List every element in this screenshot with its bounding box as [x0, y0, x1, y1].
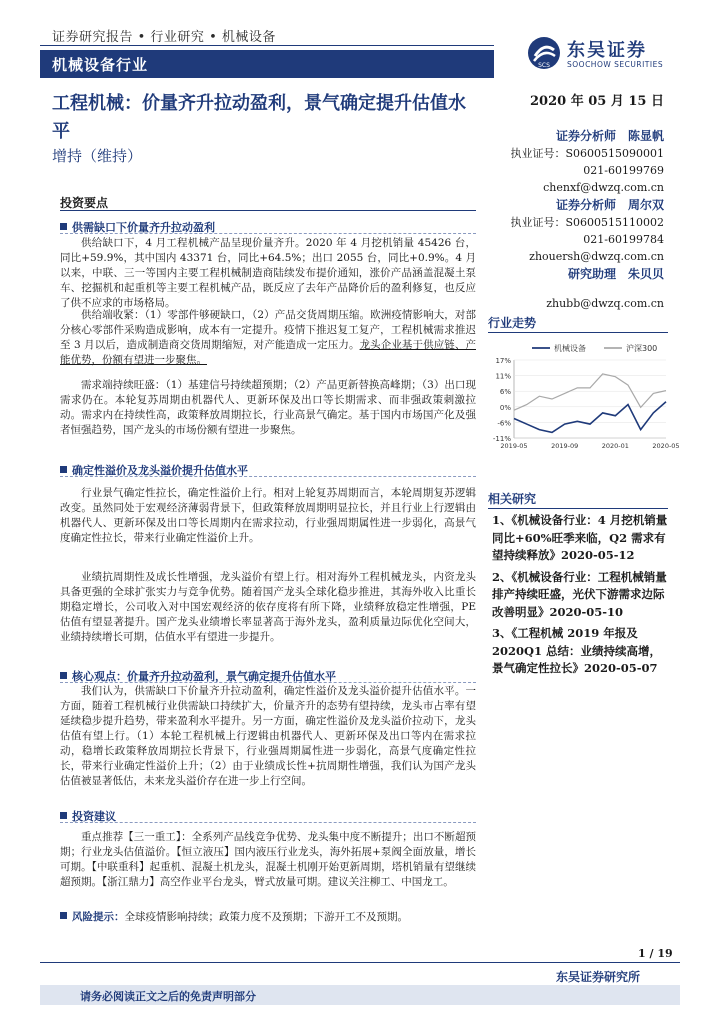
report-date: 2020 年 05 月 15 日: [530, 94, 664, 109]
square-bullet-icon: [60, 912, 67, 919]
series-line: [514, 374, 666, 410]
legend-label: 沪深300: [626, 344, 658, 353]
square-bullet-icon: [60, 466, 67, 473]
legend-label: 机械设备: [554, 344, 586, 353]
x-tick-label: 2019-05: [500, 442, 528, 450]
logo-name-cn: 东吴证券: [567, 40, 647, 61]
risk-heading: 风险提示：: [72, 911, 125, 923]
analyst-role: 研究助理 朱贝贝: [567, 267, 664, 281]
y-tick-label: 6%: [499, 388, 511, 397]
breadcrumb: 证券研究报告 • 行业研究 • 机械设备: [52, 30, 276, 45]
rating: 增持（维持）: [52, 147, 143, 165]
key-points-title: 投资要点: [60, 196, 109, 210]
related-item[interactable]: 2、《机械设备行业：工程机械销量排产持续旺盛，光伏下游需求边际改善明显》2020-05-10: [492, 569, 667, 619]
related-list: [492, 512, 670, 682]
divider: [60, 210, 476, 211]
paragraph: 需求端持续旺盛：（1）基建信号持续超预期；（2）产品更新替换高峰期；（3）出口现需求仍在。本轮复苏周期由机器代人、更新环保及出口等长期需求、而非强政策刺激拉动。需求内在持续性高，政策释放周期拉长，行业高景气确定。基于国内市场国产化及强者恒强趋势，国产龙头的市场份额有望进一步聚焦。: [60, 379, 476, 436]
related-item[interactable]: 3、《工程机械 2019 年报及 2020Q1 总结：业绩持续高增，景气确定性拉长》2020-05-07: [492, 626, 662, 675]
section-heading-text: 确定性溢价及龙头溢价提升估值水平: [72, 464, 248, 477]
analyst-phone: 021-60199784: [583, 233, 664, 246]
header-bar: [40, 24, 494, 46]
analyst-1: [488, 127, 664, 196]
section-heading-text: 供需缺口下价量齐升拉动盈利: [72, 221, 215, 234]
sidebar: [488, 90, 664, 312]
y-tick-label: 0%: [499, 403, 511, 412]
page-number: 1 / 19: [638, 947, 673, 960]
report-headline: 工程机械：价量齐升拉动盈利，景气确定提升估值水平: [52, 93, 466, 142]
divider: [60, 682, 476, 683]
y-tick-label: 11%: [495, 372, 511, 381]
paragraph: 供给缺口下，4 月工程机械产品呈现价量齐升。2020 年 4 月挖机销量 45426 台，同比+59.9%，其中国内 43371 台，同比+64.5%；出口 2055 台，同比+0.9%。4 月以来，中联、三一等国内主要工程机械制造商陆续发布提价通知，涨价产品涵盖混凝土泵车、挖掘机和起重机等主要工程机械产品，既反应了去年产品降价后的盈利修复，也反应了供不应求的市场格局。: [60, 237, 476, 309]
analyst-email[interactable]: zhubb@dwzq.com.cn: [546, 297, 664, 310]
paragraph: 重点推荐【三一重工】：全系列产品线竞争优势、龙头集中度不断提升；出口不断超预期；行业龙头估值溢价。【恒立液压】国内液压行业龙头，海外拓展+泵阀全面放量，增长可期。【中联重科】起重机、混凝土机龙头，混凝土机刚开始更新周期，塔机销量有望继续超预期。【浙江鼎力】高空作业平台龙头，臂式放量可期。建议关注柳工、中国龙工。: [60, 831, 476, 888]
divider: [60, 822, 476, 823]
y-tick-label: -11%: [492, 435, 511, 443]
related-item[interactable]: 1、《机械设备行业：4 月挖机销量同比+60%旺季来临，Q2 需求有望持续释放》2020-05-12: [492, 513, 668, 562]
square-bullet-icon: [60, 223, 67, 230]
disclaimer-band: [40, 985, 680, 1005]
series-line: [514, 402, 666, 433]
sector-title: 机械设备行业: [52, 56, 149, 74]
divider: [60, 233, 476, 234]
y-tick-label: -6%: [497, 419, 511, 428]
x-tick-label: 2019-09: [551, 442, 579, 450]
related-label: 相关研究: [488, 492, 537, 506]
logo-mark-text: SCS: [538, 62, 550, 69]
sector-band: [40, 50, 494, 78]
paragraph: 行业景气确定性拉长，确定性溢价上行。相对上轮复苏周期而言，本轮周期复苏逻辑改变。虽然同处于宏观经济薄弱背景下，但政策释放周期明显拉长，并且行业上行逻辑由机器代人、更新环保及出口等长周期内在需求拉动，行业强周期属性进一步弱化，高景气度确定性拉长，带来行业确定性溢价上升。: [60, 487, 476, 544]
trend-label: 行业走势: [488, 316, 537, 330]
paragraph-highlight: 龙头企业基于供应链、产能优势，份额有望进一步聚焦。: [60, 339, 476, 366]
section-heading-text: 投资建议: [72, 810, 116, 823]
risk-note: [60, 910, 476, 925]
y-tick-label: 17%: [495, 357, 511, 365]
risk-text: 全球疫情影响持续；政策力度不及预期；下游开工不及预期。: [124, 911, 408, 923]
analyst-phone: 021-60199769: [583, 164, 664, 177]
trend-chart: [484, 338, 680, 460]
analyst-cert: 执业证号：S0600515110002: [510, 216, 664, 229]
x-tick-label: 2020-05: [652, 442, 680, 450]
logo-name-en: SOOCHOW SECURITIES: [567, 60, 664, 69]
paragraph-text: 供给端收紧：（1）零部件够硬缺口，（2）产品交货周期压缩。欧洲疫情影响大，对部分核心零部件采购造成影响，成本有一定提升。疫情下推迟复工复产，工程机械需求推迟至 3 月以后，造成制造商交货周期缩短，对产能造成一定压力。: [60, 309, 476, 351]
square-bullet-icon: [60, 812, 67, 819]
analyst-cert: 执业证号：S0600515090001: [510, 147, 664, 160]
section-heading-text: 核心观点：价量齐升拉动盈利，景气确定提升估值水平: [72, 670, 336, 683]
analyst-role: 证券分析师 周尔双: [555, 198, 664, 212]
square-bullet-icon: [60, 672, 67, 679]
divider: [488, 332, 668, 333]
paragraph: [60, 308, 476, 368]
divider: [488, 508, 668, 509]
divider: [60, 476, 476, 477]
institute-name: 东吴证券研究所: [556, 970, 641, 984]
analyst-2: [488, 196, 664, 265]
paragraph: 我们认为，供需缺口下价量齐升拉动盈利，确定性溢价及龙头溢价提升估值水平。一方面，随着工程机械行业供需缺口持续扩大，价量齐升的态势有望持续，龙头市占率有望延续稳步提升趋势，带来盈利水平提升。另一方面，确定性溢价及龙头溢价拉动下，龙头估值有望上行。（1）本轮工程机械上行逻辑由机器代人、更新环保及出口等内在需求拉动，稳增长政策释放周期拉长背景下，行业强周期属性进一步弱化，高景气度确定性拉长，带来行业确定性溢价上升；（2）由于业绩成长性+抗周期性增强，我们认为国产龙头估值被显著低估，未来龙头溢价存在进一步上行空间。: [60, 685, 476, 787]
spacer: [488, 283, 664, 295]
paragraph: 业绩抗周期性及成长性增强，龙头溢价有望上行。相对海外工程机械龙头，内资龙头具备更强的全球扩张实力与竞争优势。随着国产龙头全球化稳步推进，其海外收入比重长期稳定增长，公司收入对中国宏观经济的依存度将有所下降，业绩释放稳定性增强，PE 估值有望显著提升。国产龙头业绩增长率显著高于海外龙头，盈利质量边际优化空间大，业绩持续增长可期，估值水平有望进一步提升。: [60, 571, 476, 643]
brand-logo: [527, 36, 687, 74]
divider: [40, 962, 680, 963]
x-tick-label: 2020-01: [601, 442, 629, 450]
analyst-email[interactable]: zhouersh@dwzq.com.cn: [529, 250, 664, 263]
analyst-3: [488, 265, 664, 312]
disclaimer-text[interactable]: 请务必阅读正文之后的免责声明部分: [80, 990, 256, 1003]
logo-mark-icon: [527, 36, 561, 70]
analyst-role: 证券分析师 陈显帆: [555, 129, 664, 143]
analyst-email[interactable]: chenxf@dwzq.com.cn: [543, 181, 664, 194]
